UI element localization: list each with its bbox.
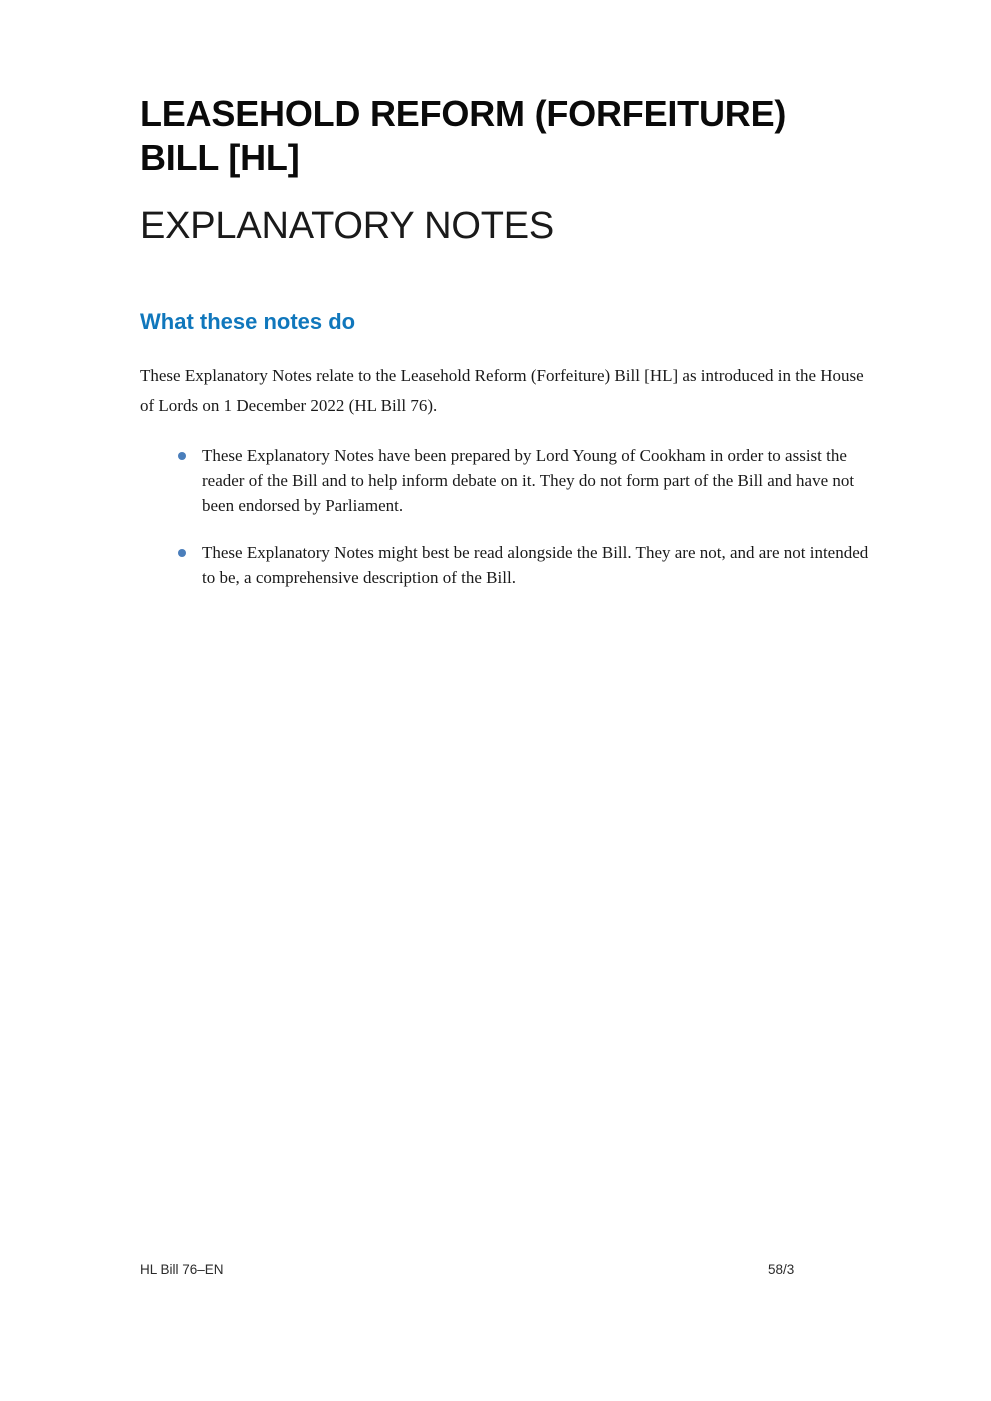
document-title-block [140, 92, 880, 248]
bullet-circle-icon [178, 452, 186, 460]
document-title-line-1: LEASEHOLD REFORM (FORFEITURE) [140, 93, 787, 134]
list-item [140, 540, 876, 590]
page-footer [140, 1262, 840, 1277]
what-these-notes-do-section [140, 309, 876, 590]
notes-bullet-list [140, 443, 876, 590]
bullet-circle-icon [178, 549, 186, 557]
document-title-line-2: BILL [HL] [140, 137, 300, 178]
page-title [140, 92, 880, 180]
footer-page-reference: 58/3 [768, 1262, 795, 1277]
list-item-text: These Explanatory Notes might best be read alongside the Bill. They are not, and are not intended to be, a comprehensive description of the Bill. [202, 543, 869, 587]
list-item [140, 443, 876, 518]
list-item-text: These Explanatory Notes have been prepared by Lord Young of Cookham in order to assist the reader of the Bill and to help inform debate on it. They do not form part of the Bill and have not been endorsed by Parliament. [202, 446, 855, 515]
footer-bill-reference: HL Bill 76–EN [140, 1262, 224, 1277]
document-subtitle: EXPLANATORY NOTES [140, 205, 555, 247]
section-heading: What these notes do [140, 309, 356, 334]
intro-paragraph: These Explanatory Notes relate to the Leasehold Reform (Forfeiture) Bill [HL] as introduced in the House of Lords on 1 December 2022 (HL Bill 76). [140, 366, 864, 415]
